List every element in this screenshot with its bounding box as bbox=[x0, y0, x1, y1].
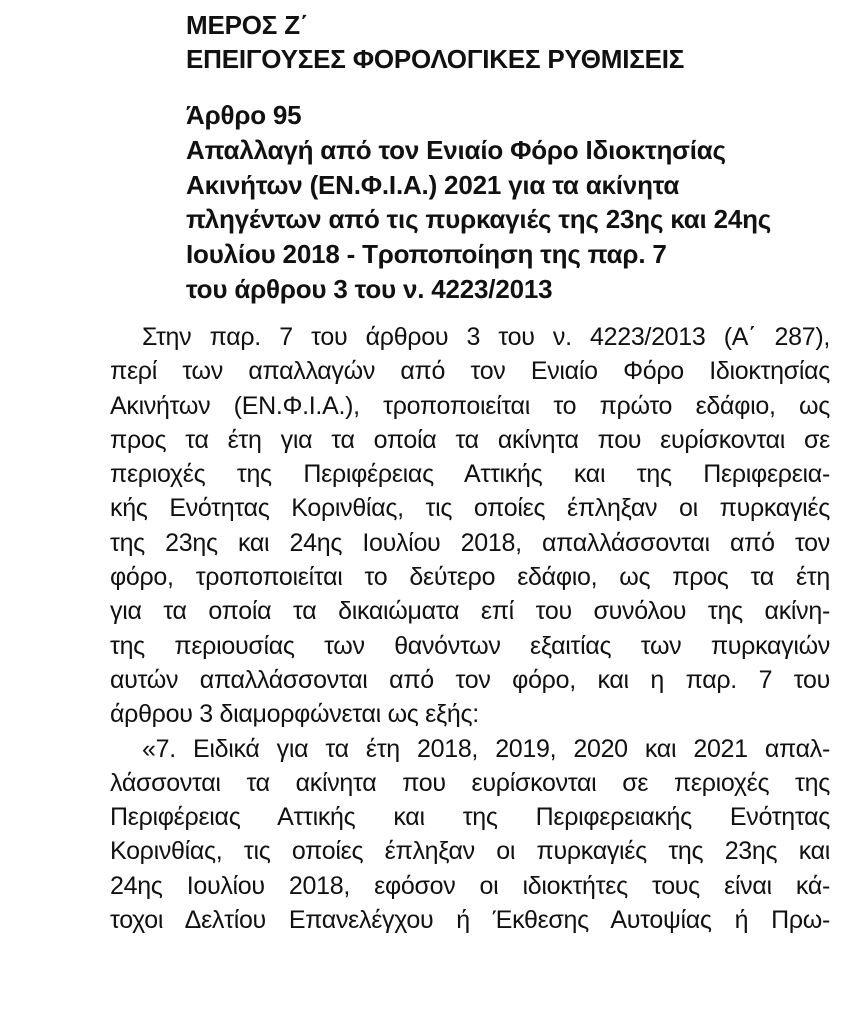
body-line: άρθρου 3 διαμορφώνεται ως εξής: bbox=[110, 700, 479, 729]
part-title: ΕΠΕΙΓΟΥΣΕΣ ΦΟΡΟΛΟΓΙΚΕΣ ΡΥΘΜΙΣΕΙΣ bbox=[186, 44, 685, 74]
body-line: περί των απαλλαγών από τον Ενιαίο Φόρο Ιδιοκτησίας bbox=[110, 357, 830, 386]
article-title-line: Ακινήτων (ΕΝ.Φ.Ι.Α.) 2021 για τα ακίνητα bbox=[186, 169, 680, 200]
body-line: Ακινήτων (ΕΝ.Φ.Ι.Α.), τροποποιείται το πρώτο εδάφιο, ως bbox=[110, 391, 830, 420]
article-body bbox=[110, 320, 830, 937]
body-line: της περιουσίας των θανόντων εξαιτίας των πυρκαγιών bbox=[110, 631, 830, 660]
part-number: ΜΕΡΟΣ Ζ΄ bbox=[186, 10, 309, 40]
body-line: φόρο, τροποποιείται το δεύτερο εδάφιο, ως προς τα έτη bbox=[110, 563, 830, 592]
article-title-line: Ιουλίου 2018 - Τροποποίηση της παρ. 7 bbox=[186, 239, 667, 270]
body-line: κής Ενότητας Κορινθίας, τις οποίες έπληξαν οι πυρκαγιές bbox=[110, 494, 830, 523]
article-title-line: Απαλλαγή από τον Ενιαίο Φόρο Ιδιοκτησίας bbox=[186, 134, 726, 165]
body-line: 24ης Ιουλίου 2018, εφόσον οι ιδιοκτήτες τους είναι κά- bbox=[110, 871, 830, 900]
body-line: της 23ης και 24ης Ιουλίου 2018, απαλλάσσονται από τον bbox=[110, 528, 830, 557]
article-title-line: του άρθρου 3 του ν. 4223/2013 bbox=[186, 273, 553, 304]
body-line: περιοχές της Περιφέρειας Αττικής και της Περιφερεια- bbox=[110, 460, 830, 489]
body-line: αυτών απαλλάσσονται από τον φόρο, και η παρ. 7 του bbox=[110, 665, 830, 694]
article-heading bbox=[186, 98, 836, 307]
body-line: Περιφέρειας Αττικής και της Περιφερειακής Ενότητας bbox=[110, 803, 830, 832]
body-line: λάσσονται τα ακίνητα που ευρίσκονται σε περιοχές της bbox=[110, 768, 830, 797]
body-line: Κορινθίας, τις οποίες έπληξαν οι πυρκαγιές της 23ης και bbox=[110, 837, 830, 866]
part-heading bbox=[186, 8, 826, 76]
body-line: για τα οποία τα δικαιώματα επί του συνόλου της ακίνη- bbox=[110, 597, 830, 626]
body-line: «7. Ειδικά για τα έτη 2018, 2019, 2020 και 2021 απαλ- bbox=[142, 734, 830, 763]
article-number: Άρθρο 95 bbox=[186, 100, 302, 130]
article-title-line: πληγέντων από τις πυρκαγιές της 23ης και 24ης bbox=[186, 204, 772, 235]
body-line: τοχοι Δελτίου Επανελέγχου ή Έκθεσης Αυτοψίας ή Πρω- bbox=[110, 906, 830, 935]
body-line: Στην παρ. 7 του άρθρου 3 του ν. 4223/2013 (Α΄ 287), bbox=[142, 323, 830, 351]
body-line: προς τα έτη για τα οποία τα ακίνητα που ευρίσκονται σε bbox=[110, 425, 830, 454]
